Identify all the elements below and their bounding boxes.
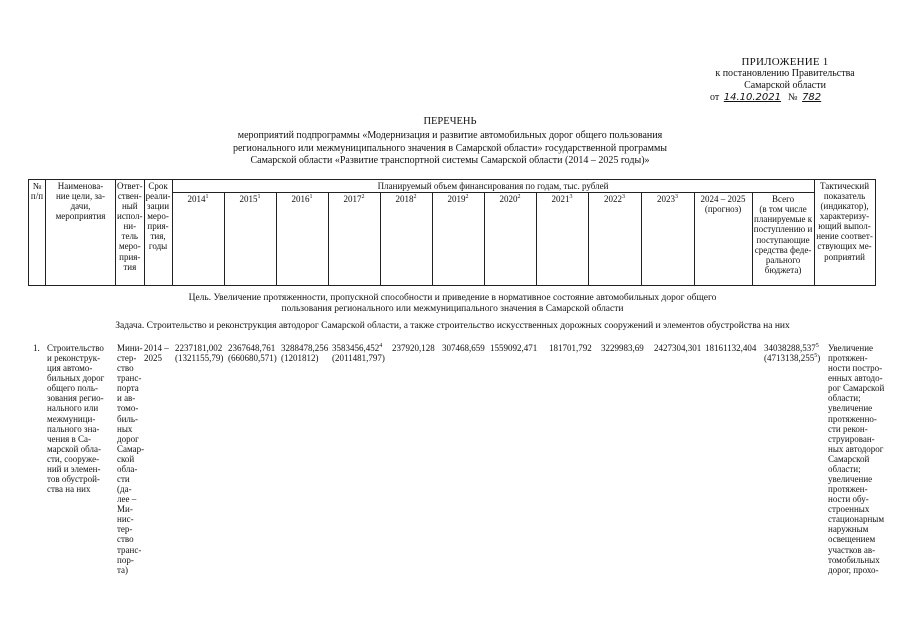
goal-line1: Цель. Увеличение протяженности, пропускной способности и приведение в нормативное состояние автомобильных дорог общего: [188, 293, 717, 303]
financing-header-table: [28, 179, 876, 286]
row1-2017: 3583456,452$^4$ (2011481,797): [332, 343, 385, 364]
row1-2022: 3229983,69: [601, 343, 644, 353]
appendix-block: [690, 56, 880, 103]
header-year-2017: 2017$^2$: [328, 193, 380, 286]
header-responsible: Ответ- ствен- ный испол- ни- тель меро- прия- тия: [116, 180, 145, 286]
row1-name: Строительство и реконструк- ция автомо- бильных дорог общего поль- зования регио- нального или межмуници- пального зна- чения в Са- марской обла- сти, сооруже- ний и элемен- тов обустрой- ства на них: [47, 343, 105, 495]
header-year-2015: 2015$^1$: [224, 193, 276, 286]
row1-2014: 2237181,002 (1321155,79): [175, 343, 224, 364]
header-total: Всего (в том числе планируемые к поступлению и поступающие средства феде- рального бюджета): [752, 193, 814, 286]
row1-2018: 237920,128: [392, 343, 435, 353]
header-indicator: Тактический показатель (индикатор), характеризу- ющий выпол- нение соответ- ствующих ме- роприятий: [814, 180, 875, 286]
heading-title: ПЕРЕЧЕНЬ: [423, 116, 477, 127]
appendix-from: от: [710, 91, 720, 103]
header-planned-financing: Планируемый объем финансирования по годам, тыс. рублей: [172, 180, 814, 193]
header-name: Наименова- ние цели, за- дачи, мероприятия: [46, 180, 116, 286]
header-year-2022: 2022$^3$: [588, 193, 641, 286]
goal-text: [40, 293, 865, 316]
row1-2021: 181701,792: [549, 343, 592, 353]
heading-line1: мероприятий подпрограммы «Модернизация и развитие автомобильных дорог общего пользования: [237, 130, 663, 142]
appendix-line1: к постановлению Правительства: [715, 68, 855, 80]
goal-line2: пользования регионального или межмуниципального значения в Самарской области: [281, 304, 624, 315]
appendix-num: 782: [802, 91, 822, 103]
row1-forecast: 18161132,404: [705, 343, 757, 353]
document-heading: [200, 115, 700, 168]
row1-2023: 2427304,301: [654, 343, 702, 353]
header-forecast: 2024 – 2025 (прогноз): [694, 193, 752, 286]
row1-term: 2014 – 2025: [144, 343, 169, 364]
row1-number: 1.: [33, 343, 40, 353]
appendix-date: 14.10.2021: [723, 91, 782, 103]
task-text: Задача. Строительство и реконструкция автодорог Самарской области, а также строительство искусственных дорожных сооружений и элементов обустройства на них: [115, 321, 790, 331]
appendix-title: ПРИЛОЖЕНИЕ 1: [741, 56, 829, 68]
heading-line3: Самарской области «Развитие транспортной системы Самарской области (2014 – 2025 годы)»: [250, 155, 650, 167]
header-term: Срок реали- зации меро- прия- тия, годы: [144, 180, 172, 286]
header-year-2018: 2018$^2$: [380, 193, 432, 286]
header-year-2019: 2019$^2$: [432, 193, 484, 286]
row1-2016: 3288478,256 (1201812): [281, 343, 329, 364]
row1-2019: 307468,659: [442, 343, 485, 353]
appendix-sign-line: [690, 92, 880, 103]
header-year-2014: 2014$^1$: [172, 193, 224, 286]
header-year-2016: 2016$^1$: [276, 193, 328, 286]
row1-indicator: Увеличение протяжен- ности постро- енных автодо- рог Самарской области; увеличение протяженно- сти рекон- струирован- ных автодорог Самарской области; увеличение протяжен- ности обу- строенных стационарным наружным освещением участков ав- томобильных дорог, прохо-: [828, 343, 885, 575]
row1-responsible: Мини- стер- ство транс- порта и ав- томо- биль- ных дорог Самар- ской обла- сти (да- лее – Ми- нис- тер- ство транс- пор- та): [117, 343, 145, 575]
header-year-2021: 2021$^3$: [536, 193, 588, 286]
row1-2020: 1559092,471: [490, 343, 538, 353]
header-year-2023: 2023$^3$: [641, 193, 694, 286]
header-year-2020: 2020$^2$: [484, 193, 536, 286]
heading-line2: регионального или межмуниципального значения в Самарской области» государственной программы: [232, 142, 667, 154]
appendix-num-label: №: [788, 91, 798, 103]
row1-total: 34038288,537$^5$ (4713138,255$^5$): [764, 343, 821, 364]
appendix-line2: Самарской области: [744, 79, 826, 91]
row1-2015: 2367648,761 (660680,571): [228, 343, 277, 364]
header-number: № п/п: [29, 180, 46, 286]
